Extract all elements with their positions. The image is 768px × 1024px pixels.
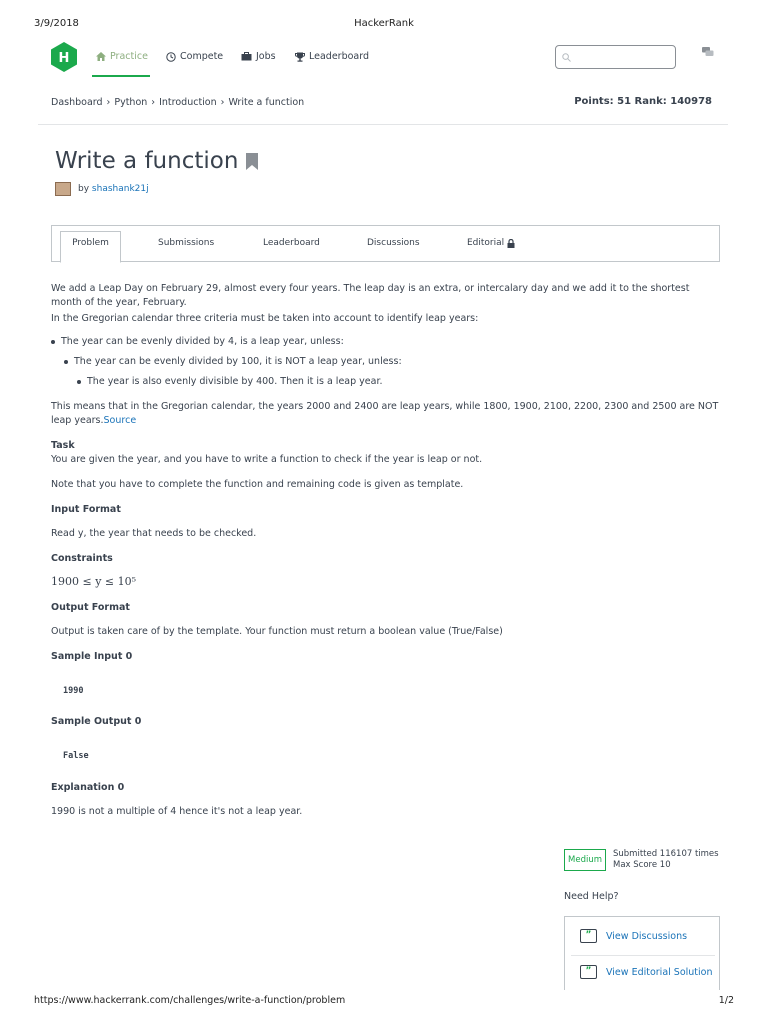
breadcrumb-python[interactable]: Python (114, 97, 148, 108)
nav-leaderboard-label: Leaderboard (309, 51, 370, 62)
logo-letter: H (58, 51, 70, 66)
rule-1: The year can be evenly divided by 4, is a leap year, unless: (61, 336, 344, 347)
tab-submissions[interactable]: Submissions (158, 238, 215, 248)
hackerrank-logo[interactable] (51, 42, 77, 72)
submitted-count: Submitted 116107 times (613, 849, 719, 859)
tab-discussions[interactable]: Discussions (367, 238, 420, 248)
submission-stats (613, 849, 719, 871)
list-item (51, 335, 344, 349)
means-text: This means that in the Gregorian calendar, the years 2000 and 2400 are leap years, while 1800, 1900, 2100, 2200, 2300 and 2500 are NOT leap years. (51, 401, 719, 426)
breadcrumb-dashboard[interactable]: Dashboard (51, 97, 103, 108)
sample-output-heading: Sample Output 0 (51, 716, 142, 727)
by-label: by (78, 184, 90, 194)
rule-2: The year can be evenly divided by 100, it is NOT a leap year, unless: (74, 356, 402, 367)
top-navigation (38, 38, 728, 78)
output-format-text: Output is taken care of by the template. Your function must return a boolean value (True/False) (51, 626, 503, 637)
breadcrumb-introduction[interactable]: Introduction (159, 97, 217, 108)
active-nav-indicator (92, 75, 150, 77)
divider (571, 955, 715, 956)
input-format-heading: Input Format (51, 504, 121, 515)
tab-editorial-label: Editorial (467, 238, 505, 248)
author-link[interactable]: shashank21j (91, 184, 149, 194)
tab-editorial[interactable] (467, 238, 515, 248)
print-date: 3/9/2018 (34, 18, 79, 29)
sample-output-code: False (63, 751, 89, 761)
explanation-text: 1990 is not a multiple of 4 hence it's not a leap year. (51, 806, 303, 817)
nav-compete-label: Compete (180, 51, 224, 62)
need-help-heading: Need Help? (564, 891, 619, 902)
max-score: Max Score 10 (613, 860, 671, 870)
breadcrumb: Dashboard › Python › Introduction › Write a function (51, 97, 305, 108)
discussion-icon: ” (580, 929, 597, 943)
author-row (55, 182, 149, 196)
source-link[interactable]: Source (103, 415, 137, 426)
print-title: HackerRank (354, 18, 414, 29)
nav-leaderboard[interactable] (295, 51, 369, 62)
tab-leaderboard[interactable]: Leaderboard (263, 238, 320, 248)
view-discussions-link[interactable] (580, 929, 687, 943)
bookmark-icon[interactable] (246, 153, 258, 170)
nav-compete[interactable] (166, 51, 223, 62)
constraints-heading: Constraints (51, 553, 113, 564)
page-title (55, 148, 258, 174)
explanation-heading: Explanation 0 (51, 782, 125, 793)
nav-jobs-label: Jobs (256, 51, 276, 62)
difficulty-badge: Medium (564, 849, 606, 871)
print-url: https://www.hackerrank.com/challenges/write-a-function/problem (34, 995, 346, 1006)
list-item (64, 355, 402, 369)
home-icon (96, 52, 106, 61)
tab-problem[interactable]: Problem (60, 231, 121, 263)
search-icon (562, 53, 571, 62)
criteria-intro: In the Gregorian calendar three criteria must be taken into account to identify leap years: (51, 313, 479, 324)
briefcase-icon (241, 52, 252, 61)
task-heading: Task (51, 440, 75, 451)
challenge-title: Write a function (55, 148, 239, 174)
lock-icon (507, 239, 515, 248)
nav-practice[interactable] (96, 51, 148, 62)
problem-tabs (51, 225, 720, 262)
view-discussions-label: View Discussions (606, 930, 688, 942)
search-input[interactable] (555, 45, 676, 69)
view-editorial-link[interactable] (580, 965, 713, 979)
messages-icon[interactable] (702, 47, 714, 57)
clock-icon (166, 52, 176, 62)
list-item (77, 375, 383, 389)
task-text: You are given the year, and you have to write a function to check if the year is leap or not. (51, 454, 483, 465)
constraints-text: 1900 ≤ y ≤ 10⁵ (51, 575, 137, 588)
leap-years-paragraph (51, 400, 721, 428)
sample-input-code: 1990 (63, 686, 84, 696)
nav-jobs[interactable] (241, 51, 276, 62)
trophy-icon (295, 52, 305, 62)
view-editorial-label: View Editorial Solution (606, 966, 713, 978)
avatar (55, 182, 71, 196)
rule-3: The year is also evenly divisible by 400. Then it is a leap year. (87, 376, 383, 387)
sample-input-heading: Sample Input 0 (51, 651, 133, 662)
points-rank: Points: 51 Rank: 140978 (574, 96, 712, 107)
nav-practice-label: Practice (110, 51, 148, 62)
input-format-text: Read y, the year that needs to be checked. (51, 528, 257, 539)
editorial-icon: ” (580, 965, 597, 979)
help-box (564, 916, 720, 990)
divider (38, 124, 728, 125)
output-format-heading: Output Format (51, 602, 130, 613)
note-text: Note that you have to complete the function and remaining code is given as template. (51, 479, 464, 490)
breadcrumb-current: Write a function (228, 97, 305, 108)
print-page-number: 1/2 (718, 995, 734, 1006)
intro-paragraph: We add a Leap Day on February 29, almost every four years. The leap day is an extra, or intercalary day and we add it to the shortest month of the year, February. (51, 283, 690, 308)
